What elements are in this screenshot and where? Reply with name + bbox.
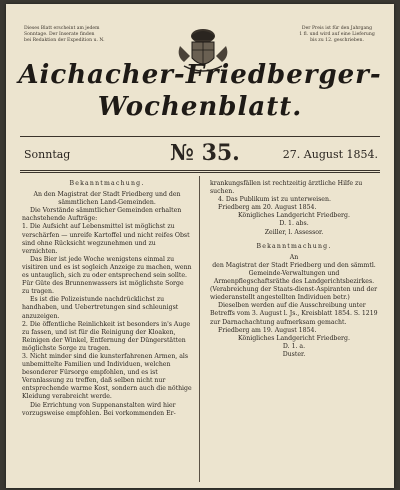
price-note-right (290, 26, 384, 45)
masthead-title-line2: Wochenblatt. (97, 92, 303, 122)
paragraph: 4. Das Publikum ist zu unterweisen. (218, 196, 331, 204)
paragraph: An (289, 253, 299, 261)
paragraph: Es ist die Polizeistunde nachdrücklichst zu handhaben, und Uebertretungen sind schleunigst anzuzeigen. (22, 296, 179, 320)
newspaper-page (6, 4, 394, 488)
signature-line: D. 1. a. (282, 342, 306, 350)
paragraph: Die Vorstände sämmtlicher Gemeinden erhalten nachstehende Aufträge: (22, 207, 182, 223)
paragraph: Die Errichtung von Suppenanstalten wird hier vorzugsweise empfohlen. Bei vorkommenden Er- (22, 401, 176, 417)
dateline (20, 140, 380, 168)
notice-heading: Bekanntmachung. (256, 242, 332, 250)
signature-line: Zeiller, l. Assessor. (264, 228, 324, 236)
paragraph: Friedberg am 20. August 1854. (218, 204, 317, 212)
right-column (210, 180, 378, 359)
note-line: 1 fl. und wird auf eine Lieferung (299, 32, 375, 38)
paragraph: Friedberg am 19. August 1854. (218, 326, 317, 334)
note-line: Der Preis ist für den Jahrgang (301, 26, 373, 31)
issue-day: Sonntag (24, 148, 71, 161)
header-divider (20, 136, 380, 137)
issue-date: 27. August 1854. (282, 148, 378, 161)
paragraph: krankungsfällen ist rechtzeitig ärztliche Hilfe zu suchen. (210, 180, 363, 196)
paragraph: Das Bier ist jede Woche wenigstens einmal zu visitiren und es ist sogleich Anzeige zu machen, wenn es untauglich, sich zu oder entsprechend sein sollte. Für Güte des Brunnenwassers ist möglichste Sorge zu tragen. (22, 255, 192, 296)
dateline-divider-double (20, 172, 380, 173)
issue-number: № 35. (170, 140, 240, 166)
note-line: bei Redaktion der Expedition u. N. (24, 38, 105, 44)
signature-line: Königliches Landgericht Friedberg. (238, 334, 350, 342)
note-line: bis zu 12. geschrieben. (310, 38, 364, 44)
paragraph: 3. Nicht minder sind die kunsterfahrenen Armen, als unbemittelte Familien und Individuen, welchen besonderer Fürsorge empfohlen, und es ist Veranlassung zu treffen, daß selben nicht nur entsprechende warme Kost, sondern auch die nöthige Kleidung verabreicht werde. (22, 352, 192, 401)
paragraph: 2. Die öffentliche Reinlichkeit ist besonders in's Auge zu fassen, und ist für die Reinigung der Kloaken, Reinigen der Winkel, Entfernung der Düngerstätten möglichste Sorge zu tragen. (22, 320, 190, 352)
paragraph: (Verabreichung der Staats-dienst-Aspiranten und der wiederanstellt angestellten Individuen betr.) (210, 286, 378, 302)
signature-line: Duster. (282, 350, 306, 358)
masthead-title-line1: Aichacher-Friedberger- (18, 60, 382, 90)
paragraph: den Magistrat der Stadt Friedberg und den sämmtl. Gemeinde-Verwaltungen und Armenpflegschaftsräthe des Landgerichtsbezirkes. (212, 261, 376, 286)
signature-line: D. 1. abs. (279, 220, 309, 228)
paragraph: Dieselben werden auf die Ausschreibung unter Betreffs vom 3. August l. Js., Kreisblatt 1854. S. 1219 zur Darnachachtung aufmerksam gemacht. (210, 302, 378, 326)
paragraph: An den Magistrat der Stadt Friedberg und den sämmtlichen Land-Gemeinden. (33, 191, 181, 207)
left-column (22, 180, 192, 418)
subscription-note-left (24, 26, 134, 45)
notice-heading: Bekanntmachung. (69, 180, 145, 187)
note-line: Dieses Blatt erscheint am jedem (24, 26, 100, 31)
note-line: Sonntage. Der Inserate finden (24, 32, 95, 38)
dateline-divider (20, 170, 380, 171)
signature-line: Königliches Landgericht Friedberg. (238, 212, 350, 220)
column-divider (199, 176, 200, 482)
paragraph: 1. Die Aufsicht auf Lebensmittel ist möglichst zu verschärfen — unreife Kartoffel und nicht reifes Obst sind ohne Rücksicht wegzunehmen und zu vernichten. (22, 223, 190, 255)
